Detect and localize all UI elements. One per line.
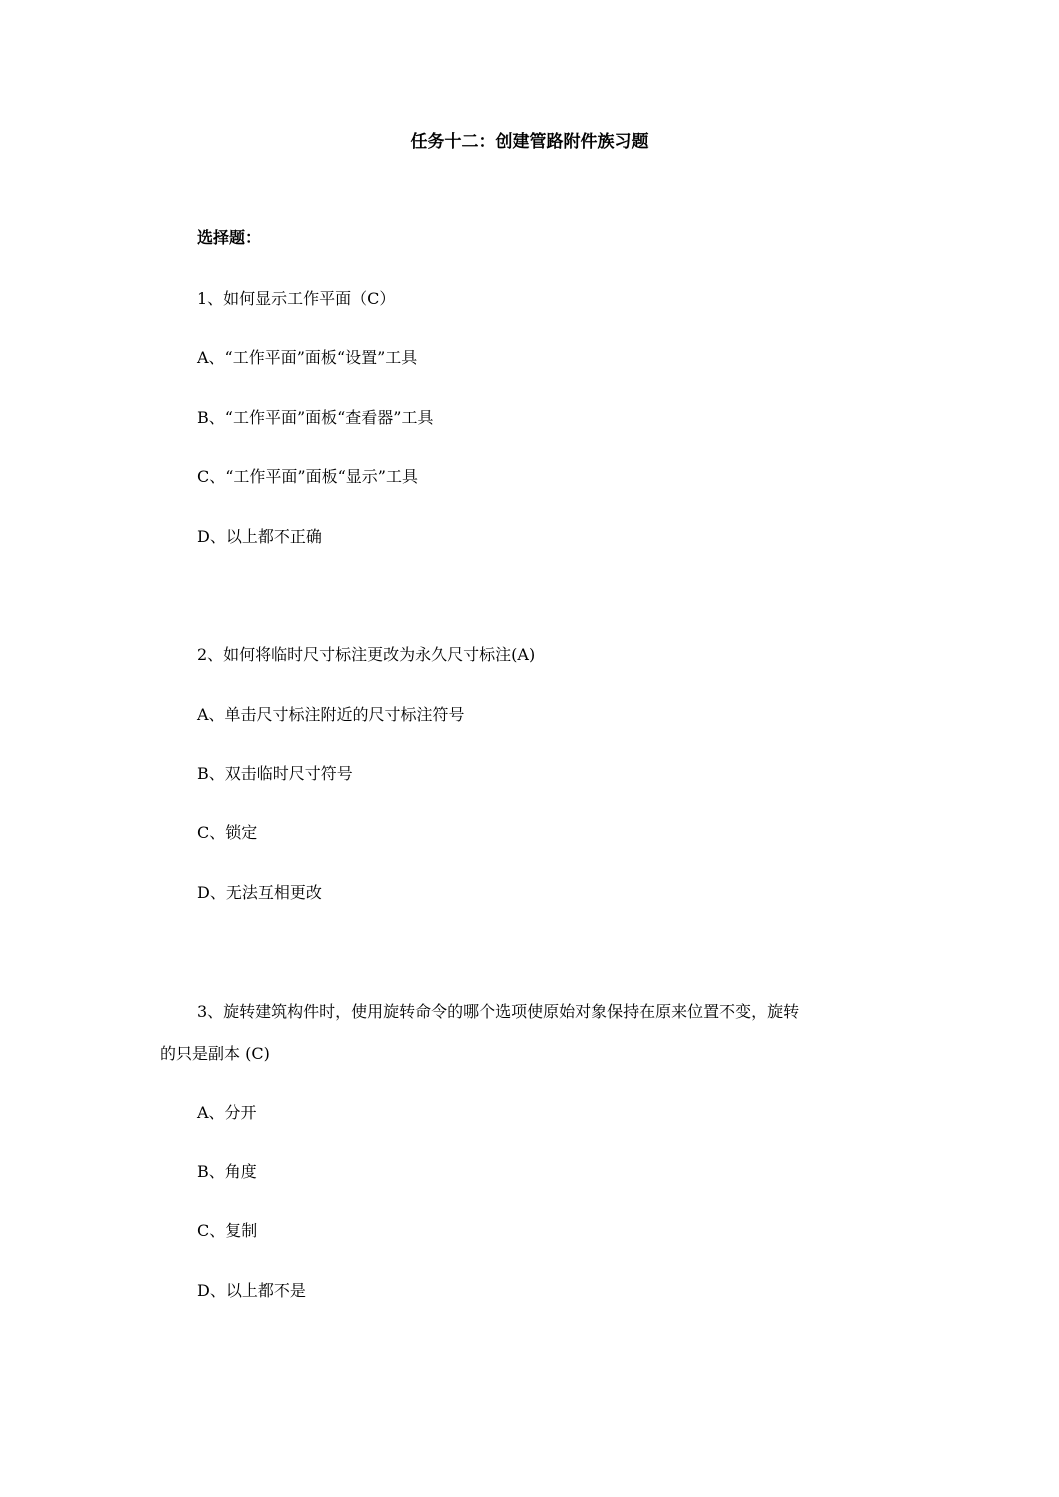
question-2-option-d: D、无法互相更改 [197,883,322,902]
question-2-option-c: C、锁定 [197,823,258,842]
question-1-option-b: B、“工作平面”面板“查看器”工具 [197,408,434,427]
question-2-option-b: B、双击临时尺寸符号 [197,764,353,783]
question-1-option-c: C、“工作平面”面板“显示”工具 [197,467,418,486]
question-3-option-a: A、分开 [197,1103,257,1122]
question-2-option-a: A、单击尺寸标注附近的尺寸标注符号 [197,705,465,724]
question-3-prompt-line-1: 3、旋转建筑构件时，使用旋转命令的哪个选项使原始对象保持在原来位置不变，旋转 [197,1002,800,1021]
question-1-option-a: A、“工作平面”面板“设置”工具 [197,348,418,367]
question-3-option-d: D、以上都不是 [197,1281,306,1300]
section-heading: 选择题： [197,228,262,247]
page-title: 任务十二：创建管路附件族习题 [410,132,649,152]
question-2-prompt: 2、如何将临时尺寸标注更改为永久尺寸标注(A) [197,645,536,664]
question-1-prompt: 1、如何显示工作平面（C） [197,289,396,308]
question-3-option-c: C、复制 [197,1221,258,1240]
question-3-option-b: B、角度 [197,1162,257,1181]
question-1-option-d: D、以上都不正确 [197,527,322,546]
question-3-prompt-line-2: 的只是副本 (C) [160,1044,270,1063]
